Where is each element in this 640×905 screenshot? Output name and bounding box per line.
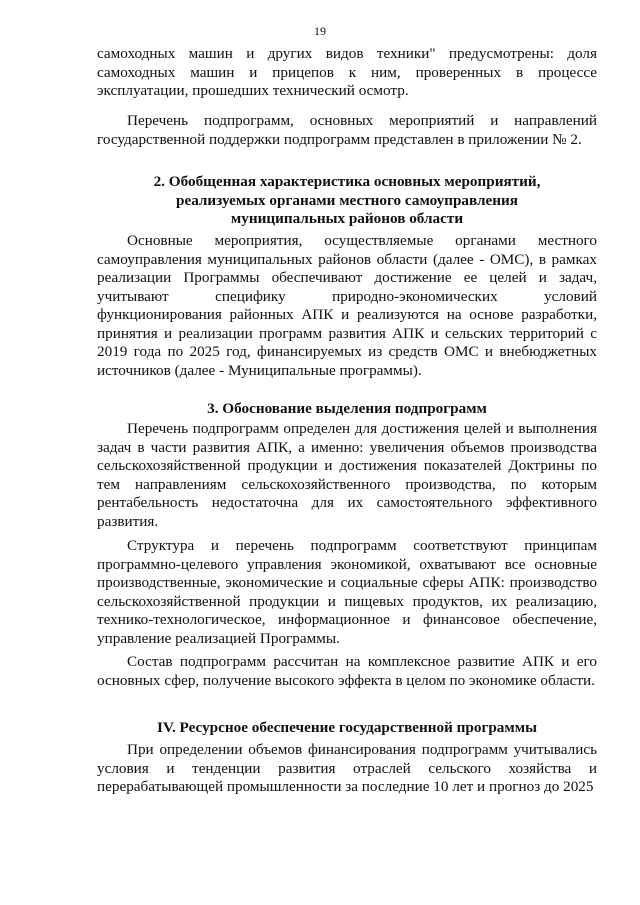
section-3-heading (97, 400, 597, 419)
page-number: 19 (314, 24, 326, 38)
section-3-title: 3. Обоснование выделения подпрограмм (207, 400, 487, 417)
intro-paragraph-2 (97, 112, 597, 149)
section-3-body-1 (97, 420, 597, 531)
section-2-title-line-2: реализуемых органами местного самоуправления (176, 191, 518, 209)
section-3-paragraph-1: Перечень подпрограмм определен для достижения целей и выполнения задач в части развития АПК, а именно: увеличения объемов производства сельскохозяйственной продукции и достижения показателей Доктрины по тем направлениям сельскохозяйственного производства, по которым рентабельность недостаточна для их самостоятельного эффективного развития. (97, 420, 597, 530)
section-3-body-3 (97, 653, 597, 690)
intro-text-2: Перечень подпрограмм, основных мероприятий и направлений государственной поддержки подпрограмм представлен в приложении № 2. (97, 112, 597, 148)
section-4-body (97, 741, 597, 797)
section-2-title-line-1: 2. Обобщенная характеристика основных мероприятий, (153, 173, 541, 190)
intro-paragraph-1 (97, 45, 597, 101)
section-2-title-line-3: муниципальных районов области (230, 210, 464, 227)
section-4-title: IV. Ресурсное обеспечение государственной программы (157, 719, 537, 736)
section-2-paragraph: Основные мероприятия, осуществляемые органами местного самоуправления муниципальных районов области (далее - ОМС), в рамках реализации Программы обеспечивают достижение ее целей и задач, учитывают специфику природно-экономических условий функционирования районных АПК и реализуются на основе разработки, принятия и реализации программ развития АПК и сельских территорий с 2019 года по 2025 год, финансируемых из средств ОМС и внебюджетных источников (далее - Муниципальные программы). (97, 232, 597, 379)
section-3-body-2 (97, 537, 597, 648)
section-3-paragraph-2: Структура и перечень подпрограмм соответствуют принципам программно-целевого управления экономикой, охватывают все основные производственные, экономические и социальные сферы АПК: производство сельскохозяйственной продукции и пищевых продуктов, их реализацию, технико-технологическое, информационное и финансовое обеспечение, управление реализацией Программы. (97, 537, 597, 647)
section-4-paragraph: При определении объемов финансирования подпрограмм учитывались условия и тенденции развития отраслей сельского хозяйства и перерабатывающей промышленности за последние 10 лет и прогноз до 2025 (97, 741, 597, 795)
section-4-heading (97, 719, 597, 738)
section-3-paragraph-3: Состав подпрограмм рассчитан на комплексное развитие АПК и его основных сфер, получение высокого эффекта в целом по экономике области. (97, 653, 597, 689)
intro-text-1: самоходных машин и других видов техники" предусмотрены: доля самоходных машин и прицепов к ним, проверенных в процессе эксплуатации, прошедших технический осмотр. (97, 45, 597, 99)
section-2-body (97, 232, 597, 380)
section-2-heading (97, 173, 597, 229)
